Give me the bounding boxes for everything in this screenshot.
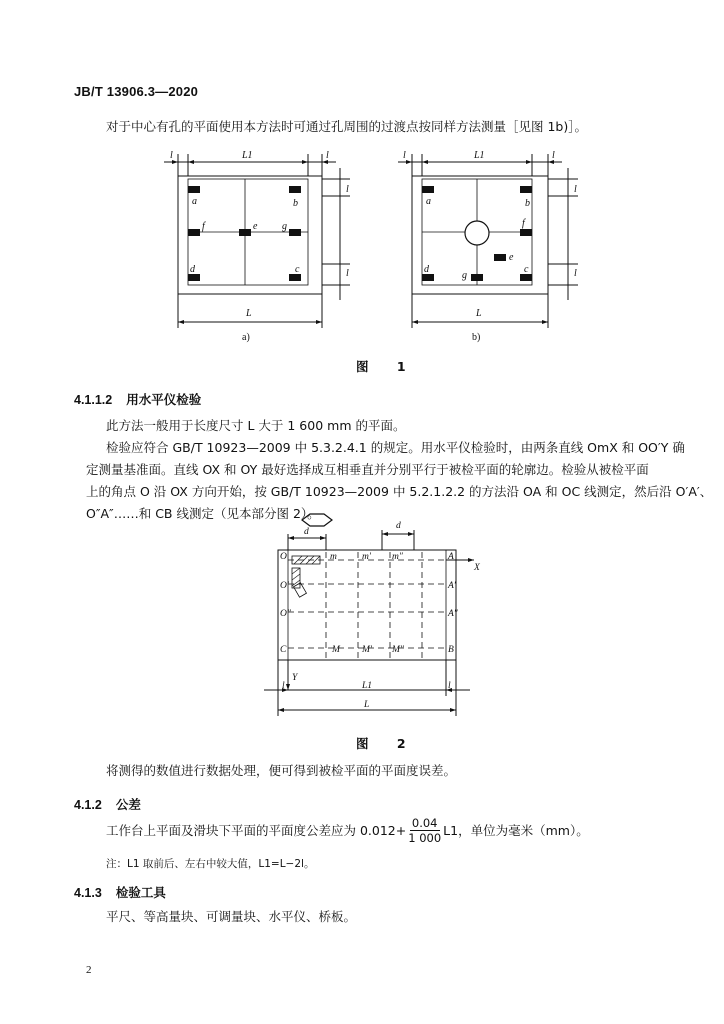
- fig1b-block-e: [494, 254, 506, 261]
- fig1b-block-c: [520, 274, 532, 281]
- section-412-fraction: [408, 816, 441, 845]
- fig1b-block-d: [422, 274, 434, 281]
- fig2-label-B: B: [448, 645, 454, 655]
- fig2-label-O: O: [280, 552, 287, 562]
- section-4112-p2-line1: 检验应符合 GB/T 10923—2009 中 5.3.2.4.1 的规定。用水平仪检验时，由两条直线 OmX 和 OO′Y 确: [106, 440, 685, 455]
- fig2-label-m-prime: m′: [362, 552, 371, 562]
- fig1a-block-g: [289, 229, 301, 236]
- fig2-label-M-prime: M′: [362, 645, 372, 655]
- fig1b-label-c: c: [524, 264, 529, 275]
- fig2-label-A-dprime: A″: [448, 609, 458, 619]
- section-412-note: 注：L1 取前后、左右中较大值，L1=L−2l。: [106, 858, 315, 870]
- fig2-label-O-prime: O′: [280, 581, 289, 591]
- fig2-label-d-left: d: [304, 527, 309, 537]
- fig2-label-A-prime: A′: [448, 581, 456, 591]
- fig2-label-M: M: [332, 645, 340, 655]
- fig2-label-d-right: d: [396, 521, 401, 531]
- section-4112-p2-line4: O″A″……和 CB 线测定（见本部分图 2）。: [86, 506, 320, 521]
- section-4112-p1: 此方法一般用于长度尺寸 L 大于 1 600 mm 的平面。: [106, 418, 406, 433]
- figure-2-diagram: [262, 512, 492, 722]
- section-412-title: 公差: [115, 797, 141, 812]
- section-412-heading: [74, 795, 141, 813]
- fig2-label-m-dprime: m″: [392, 552, 403, 562]
- figure-1-diagram: [150, 140, 590, 350]
- fig2-label-L: L: [364, 700, 370, 710]
- fig1a-label-d: d: [190, 264, 195, 275]
- fig1a-block-a: [188, 186, 200, 193]
- fig1b-label-d: d: [424, 264, 429, 275]
- fig2-label-O-dprime: O″: [280, 609, 291, 619]
- section-413-heading: [74, 883, 166, 901]
- fig1a-label-b: b: [293, 198, 298, 209]
- fig1b-block-f: [520, 229, 532, 236]
- fig2-label-C: C: [280, 645, 287, 655]
- section-4112-p2-line3: 上的角点 O 沿 OX 方向开始，按 GB/T 10923—2009 中 5.2.1.2.2 的方法沿 OA 和 OC 线测定，然后沿 O′A′、: [86, 484, 713, 499]
- fig1a-label-l-side-bottom: l: [346, 268, 349, 279]
- fig2-label-l-left: l: [282, 681, 285, 691]
- fig1b-label-l-left: l: [403, 150, 406, 161]
- fig1a-label-f: f: [202, 221, 205, 232]
- fig1a-block-e: [239, 229, 251, 236]
- section-412-frac-num: 0.04: [411, 816, 438, 830]
- fig2-label-A: A: [448, 552, 454, 562]
- fig1a-label-l-left: l: [170, 150, 173, 161]
- fig1a-label-l-side-top: l: [346, 184, 349, 195]
- intro-paragraph: 对于中心有孔的平面使用本方法时可通过孔周围的过渡点按同样方法测量［见图 1b)］。: [106, 119, 587, 134]
- fig1b-label-L1: L1: [474, 150, 485, 161]
- fig2-plate: [278, 550, 456, 660]
- fig1a-sublabel: a): [242, 332, 250, 343]
- section-413-title: 检验工具: [115, 885, 166, 900]
- fig1b-block-b: [520, 186, 532, 193]
- fig1b-block-g: [471, 274, 483, 281]
- fig1a-label-c: c: [295, 264, 300, 275]
- fig1b-label-a: a: [426, 196, 431, 207]
- fig1a-block-c: [289, 274, 301, 281]
- section-412-frac-den: 1 000: [408, 831, 442, 845]
- fig1a-label-L1: L1: [242, 150, 253, 161]
- fig1b-label-f: f: [522, 218, 525, 229]
- fig1b-label-l-side-bottom: l: [574, 268, 577, 279]
- fig1b-label-l-right: l: [552, 150, 555, 161]
- after-figure-2-paragraph: 将测得的数值进行数据处理，便可得到被检平面的平面度误差。: [106, 763, 457, 778]
- section-412-number: 4.1.2: [74, 798, 102, 812]
- section-413-text: 平尺、等高量块、可调量块、水平仪、桥板。: [106, 909, 357, 924]
- fig1a-block-f: [188, 229, 200, 236]
- fig1b-block-a: [422, 186, 434, 193]
- figure-2-caption: 图 2: [356, 736, 418, 751]
- document-header: JB/T 13906.3—2020: [74, 84, 199, 99]
- fig1b-label-g: g: [462, 270, 467, 281]
- fig1a-label-g: g: [282, 221, 287, 232]
- fig2-level-instrument: [302, 514, 332, 526]
- section-4112-heading: [74, 390, 201, 408]
- fig2-label-X: X: [474, 563, 480, 573]
- fig2-label-M-dprime: M″: [392, 645, 404, 655]
- section-4112-p2-line2: 定测量基准面。直线 OX 和 OY 最好选择成互相垂直并分别平行于被检平面的轮廓边。检验从被检平面: [86, 462, 649, 477]
- section-4112-title: 用水平仪检验: [126, 392, 202, 407]
- fig2-label-l-right: l: [448, 681, 451, 691]
- section-4112-number: 4.1.1.2: [74, 393, 113, 407]
- fig2-label-m: m: [330, 552, 337, 562]
- fig1a-block-d: [188, 274, 200, 281]
- fig1b-label-L: L: [476, 308, 482, 319]
- fig1a-label-e: e: [253, 221, 258, 232]
- fig1a-label-l-right: l: [326, 150, 329, 161]
- fig1b-sublabel: b): [472, 332, 481, 343]
- fig1a-label-a: a: [192, 196, 197, 207]
- fig1b-label-l-side-top: l: [574, 184, 577, 195]
- section-412-formula-line: [106, 816, 589, 845]
- section-412-text-before: 工作台上平面及滑块下平面的平面度公差应为 0.012+: [106, 822, 407, 838]
- fig1a-block-b: [289, 186, 301, 193]
- page-number: 2: [86, 964, 92, 976]
- section-412-text-after: L1，单位为毫米（mm）。: [443, 822, 589, 838]
- fig2-label-Y: Y: [292, 673, 298, 683]
- fig1b-label-e: e: [509, 252, 514, 263]
- fig2-label-L1: L1: [362, 681, 373, 691]
- section-413-number: 4.1.3: [74, 886, 102, 900]
- fig1b-center-hole: [465, 221, 489, 245]
- figure-1-caption: 图 1: [356, 359, 418, 374]
- fig1a-label-L: L: [246, 308, 252, 319]
- fig1b-label-b: b: [525, 198, 530, 209]
